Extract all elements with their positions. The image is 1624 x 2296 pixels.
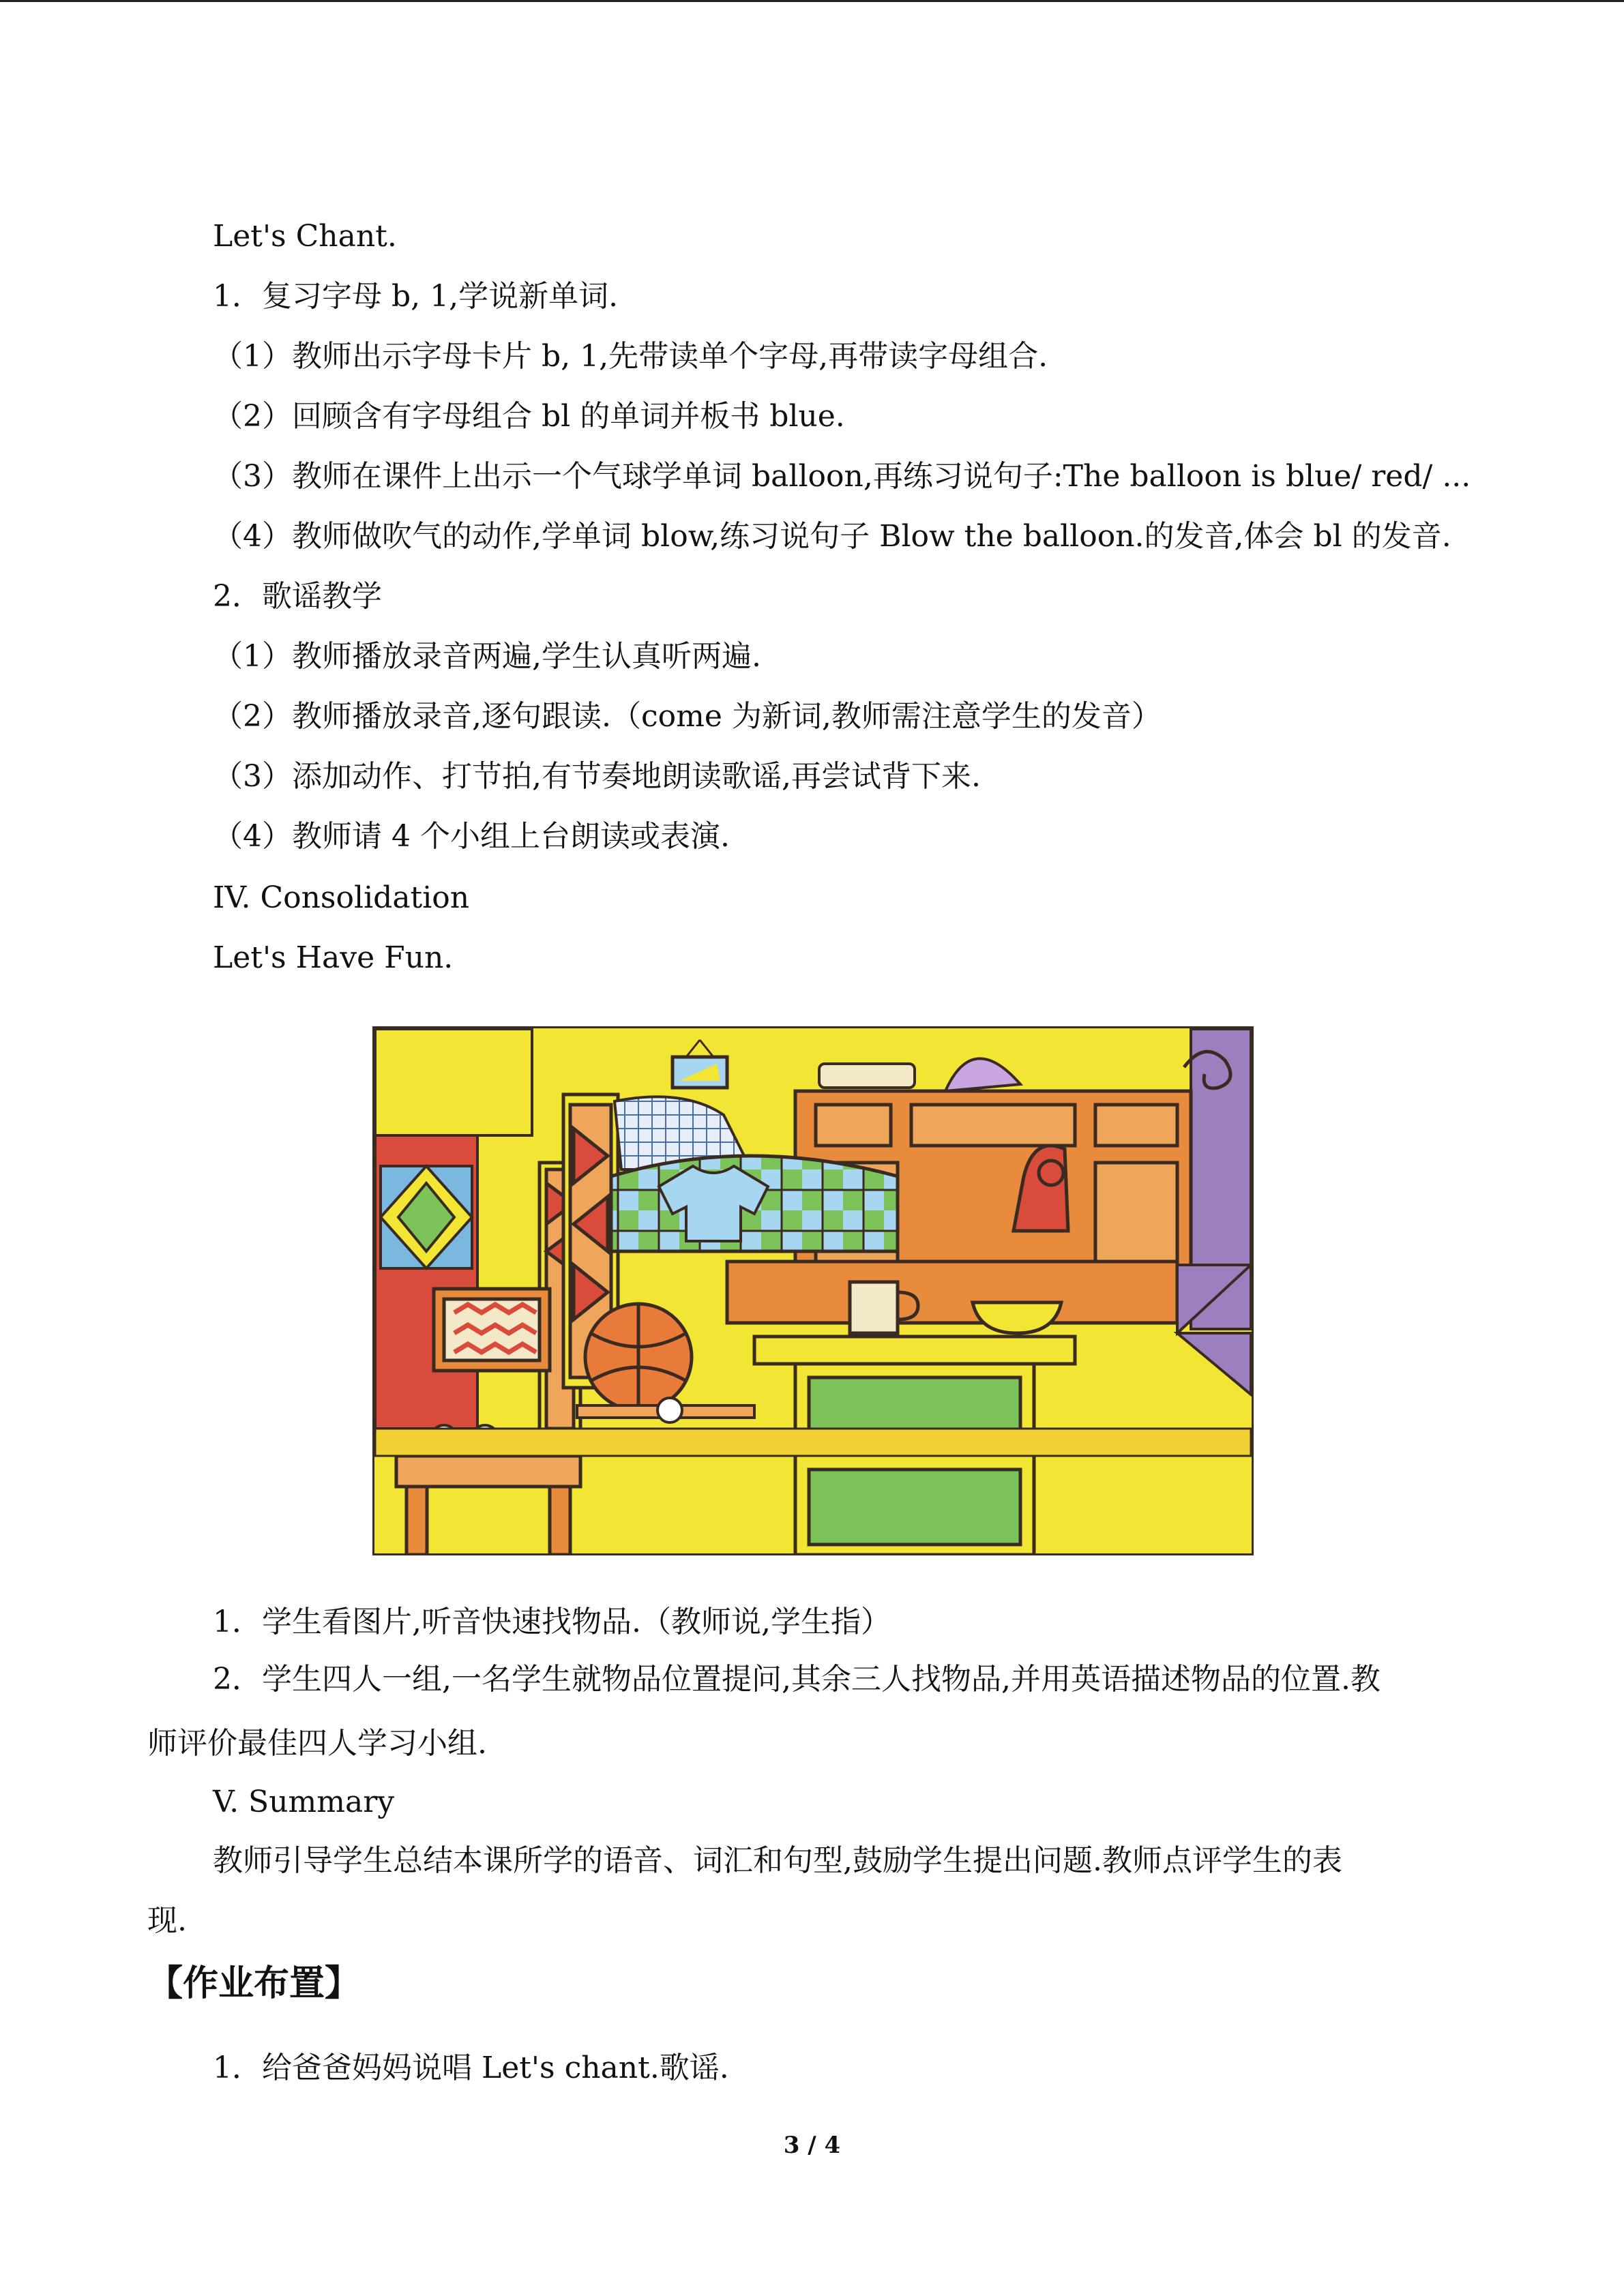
summary-line-2: 现. <box>147 1903 187 1938</box>
section-consolidation: IV. Consolidation <box>213 880 470 915</box>
diamond-pattern <box>381 1166 472 1268</box>
summary-line-1: 教师引导学生总结本课所学的语音、词汇和句型,鼓励学生提出问题.教师点评学生的表 <box>213 1843 1342 1878</box>
step-2-2: （2）教师播放录音,逐句跟读.（come 为新词,教师需注意学生的发音） <box>213 699 1162 734</box>
floor-strip <box>375 1429 1251 1456</box>
step-1-1: （1）教师出示字母卡片 b, 1,先带读单个字母,再带读字母组合. <box>213 339 1048 374</box>
step-1-3: （3）教师在课件上出示一个气球学单词 balloon,再练习说句子:The balloon is blue/ red/ ... <box>213 459 1471 494</box>
homework-heading: 【作业布置】 <box>147 1963 361 2004</box>
fun-step-2-line-1: 2．学生四人一组,一名学生就物品位置提问,其余三人找物品,并用英语描述物品的位置.教 <box>213 1662 1381 1697</box>
have-fun-title: Let's Have Fun. <box>213 940 454 975</box>
step-2-4: （4）教师请 4 个小组上台朗读或表演. <box>213 819 730 854</box>
basketball <box>585 1304 692 1410</box>
chant-title: Let's Chant. <box>213 219 397 254</box>
page-number: 3 / 4 <box>783 2132 841 2159</box>
step-2: 2．歌谣教学 <box>213 579 382 614</box>
step-1-2: （2）回顾含有字母组合 bl 的单词并板书 blue. <box>213 399 845 434</box>
wall-panel <box>375 1029 532 1135</box>
section-summary: V. Summary <box>213 1785 395 1819</box>
step-1-4: （4）教师做吹气的动作,学单词 blow,练习说句子 Blow the balloon.的发音,体会 bl 的发音. <box>213 519 1451 554</box>
fun-step-2-line-2: 师评价最佳四人学习小组. <box>147 1726 487 1761</box>
step-1: 1．复习字母 b, 1,学说新单词. <box>213 279 619 314</box>
room-illustration <box>372 1026 1254 1555</box>
fun-step-1: 1．学生看图片,听音快速找物品.（教师说,学生指） <box>213 1605 891 1639</box>
step-2-3: （3）添加动作、打节拍,有节奏地朗读歌谣,再尝试背下来. <box>213 759 981 794</box>
homework-item-1: 1．给爸爸妈妈说唱 Let's chant.歌谣. <box>213 2051 729 2085</box>
step-2-1: （1）教师播放录音两遍,学生认真听两遍. <box>213 639 761 674</box>
book <box>819 1064 915 1088</box>
